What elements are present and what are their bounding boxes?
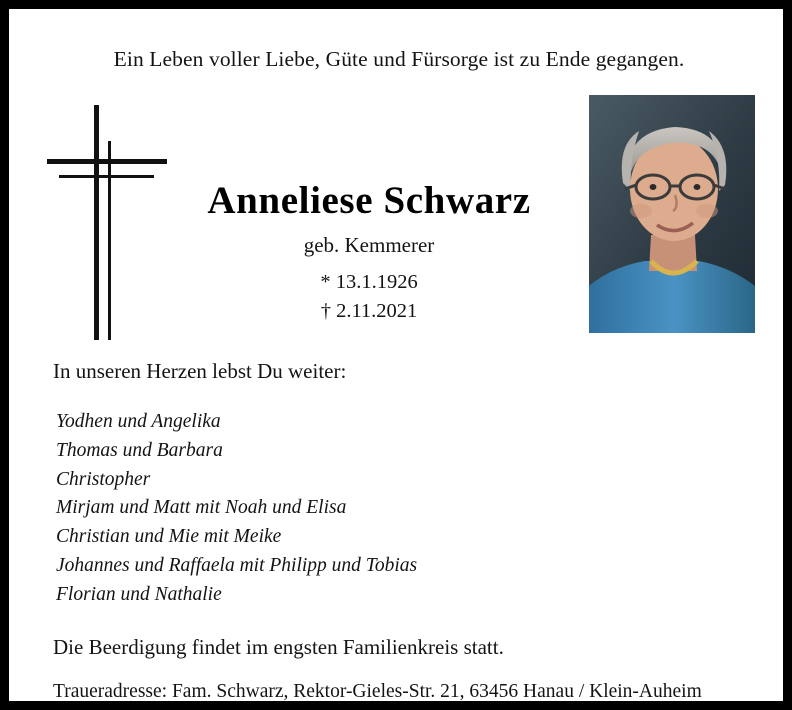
funeral-note: Die Beerdigung findet im engsten Familienkreis statt. [53, 635, 504, 660]
opening-line: Ein Leben voller Liebe, Güte und Fürsorge ist zu Ende gegangen. [113, 47, 685, 71]
name-block [159, 181, 579, 323]
obituary-inner [9, 9, 783, 701]
deceased-name: Anneliese Schwarz [207, 179, 531, 222]
survivors-list [53, 408, 753, 609]
list-item: Christopher [56, 468, 151, 490]
list-item: Johannes und Raffaela mit Philipp und Tobias [56, 554, 418, 576]
body-section [53, 359, 753, 703]
list-item: Christian und Mie mit Meike [56, 526, 282, 547]
christian-cross-icon [47, 105, 167, 340]
hearts-line: In unseren Herzen lebst Du weiter: [53, 359, 347, 383]
mourning-address: Traueradresse: Fam. Schwarz, Rektor-Gieles-Str. 21, 63456 Hanau / Klein-Auheim [53, 681, 702, 703]
portrait-photo [589, 95, 755, 333]
maiden-name: geb. Kemmerer [303, 232, 435, 257]
birth-date: * 13.1.1926 [320, 270, 418, 293]
list-item: Florian und Nathalie [56, 583, 222, 605]
list-item: Yodhen und Angelika [56, 411, 221, 432]
list-item: Thomas und Barbara [56, 439, 223, 461]
death-date: † 2.11.2021 [320, 299, 418, 322]
list-item: Mirjam und Matt mit Noah und Elisa [56, 497, 347, 519]
